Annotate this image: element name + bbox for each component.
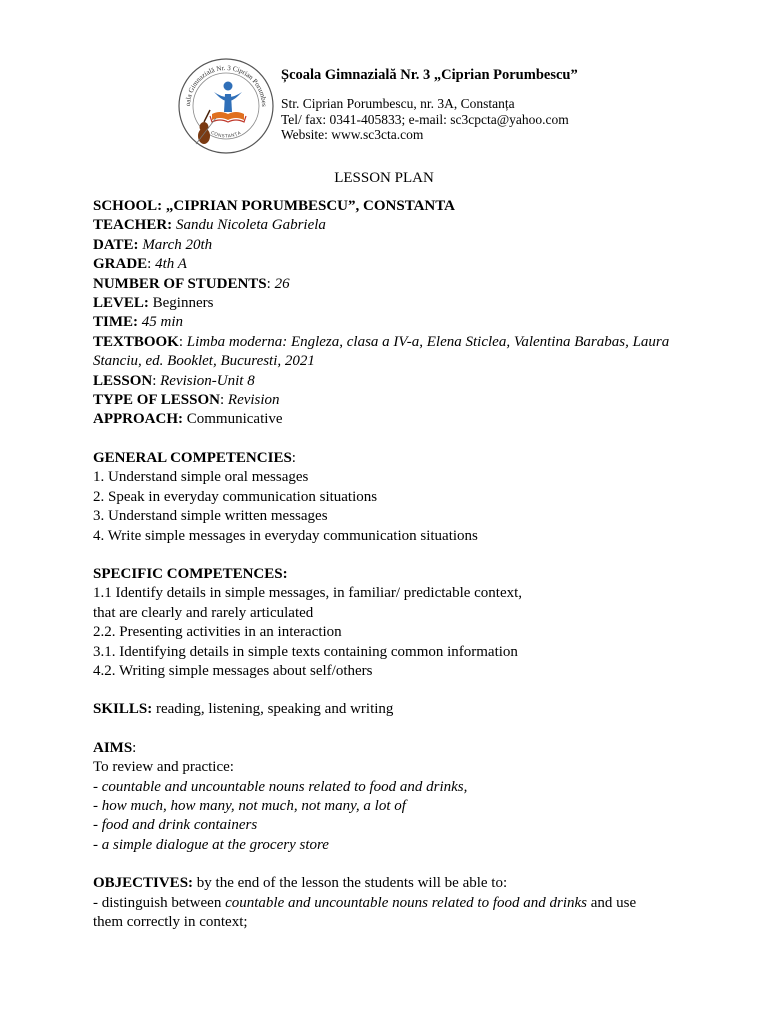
svg-text:Școala Gimnazială Nr. 3 Cipria bbox=[176, 56, 268, 107]
aims-heading: AIMS: bbox=[93, 739, 137, 756]
list-item: 3. Understand simple written messages bbox=[93, 508, 328, 525]
teacher-field: TEACHER: Sandu Nicoleta Gabriela bbox=[93, 217, 326, 234]
school-website: Website: www.sc3cta.com bbox=[281, 127, 424, 142]
date-field: DATE: March 20th bbox=[93, 236, 213, 253]
approach-field: APPROACH: Communicative bbox=[93, 411, 283, 428]
list-item: 2. Speak in everyday communication situations bbox=[93, 488, 378, 505]
list-item: that are clearly and rarely articulated bbox=[93, 604, 314, 621]
logo-ring-text-bottom: CONSTANȚA bbox=[210, 129, 242, 139]
school-address: Str. Ciprian Porumbescu, nr. 3A, Constanța bbox=[281, 96, 515, 111]
document-title: LESSON PLAN bbox=[334, 170, 434, 186]
list-item: - a simple dialogue at the grocery store bbox=[93, 836, 329, 853]
list-item-continuation: them correctly in context; bbox=[93, 914, 248, 930]
list-item: 2.2. Presenting activities in an interaction bbox=[93, 624, 342, 641]
school-contact: Tel/ fax: 0341-405833; e-mail: sc3cpcta@yahoo.com bbox=[281, 111, 569, 127]
objectives-heading: OBJECTIVES: by the end of the lesson the students will be able to: bbox=[93, 875, 508, 892]
list-item: 4.2. Writing simple messages about self/others bbox=[93, 662, 373, 679]
students-field: NUMBER OF STUDENTS: 26 bbox=[93, 275, 290, 292]
list-item: - countable and uncountable nouns related to food and drinks, bbox=[93, 778, 468, 795]
lesson-type-field: TYPE OF LESSON: Revision bbox=[93, 392, 280, 409]
lesson-plan-body bbox=[93, 197, 673, 932]
list-item: 4. Write simple messages in everyday communication situations bbox=[93, 527, 478, 544]
logo-ring-text-top: oala Gimnazială Nr. 3 Ciprian Porumbes bbox=[183, 63, 269, 107]
aims-intro: To review and practice: bbox=[93, 759, 234, 776]
school-name: Școala Gimnazială Nr. 3 „Ciprian Porumbescu” bbox=[281, 67, 578, 83]
list-item: - distinguish between countable and uncountable nouns related to food and drinks and use bbox=[93, 894, 637, 911]
list-item: 1. Understand simple oral messages bbox=[93, 469, 309, 486]
list-item: 3.1. Identifying details in simple texts containing common information bbox=[93, 643, 518, 660]
list-item: 1.1 Identify details in simple messages, in familiar/ predictable context, bbox=[93, 585, 523, 602]
list-item: - food and drink containers bbox=[93, 817, 258, 834]
letterhead bbox=[176, 56, 606, 158]
level-field: LEVEL: Beginners bbox=[93, 295, 214, 312]
general-competencies-heading: GENERAL COMPETENCIES: bbox=[93, 449, 296, 466]
school-contact-block bbox=[281, 66, 611, 143]
specific-competences-heading: SPECIFIC COMPETENCES: bbox=[93, 565, 288, 582]
school-logo bbox=[176, 56, 276, 156]
textbook-field: TEXTBOOK: Limba moderna: Engleza, clasa a IV-a, Elena Sticlea, Valentina Barabas, Laura Stanciu, ed. Booklet, Bucuresti, 2021 bbox=[93, 333, 670, 370]
time-field: TIME: 45 min bbox=[93, 314, 183, 331]
skills-field: SKILLS: reading, listening, speaking and writing bbox=[93, 701, 394, 718]
lesson-field: LESSON: Revision-Unit 8 bbox=[93, 372, 255, 389]
list-item: - how much, how many, not much, not many, a lot of bbox=[93, 797, 406, 814]
grade-field: GRADE: 4th A bbox=[93, 256, 187, 273]
school-field: SCHOOL: „CIPRIAN PORUMBESCU”, CONSTANTA bbox=[93, 198, 455, 214]
